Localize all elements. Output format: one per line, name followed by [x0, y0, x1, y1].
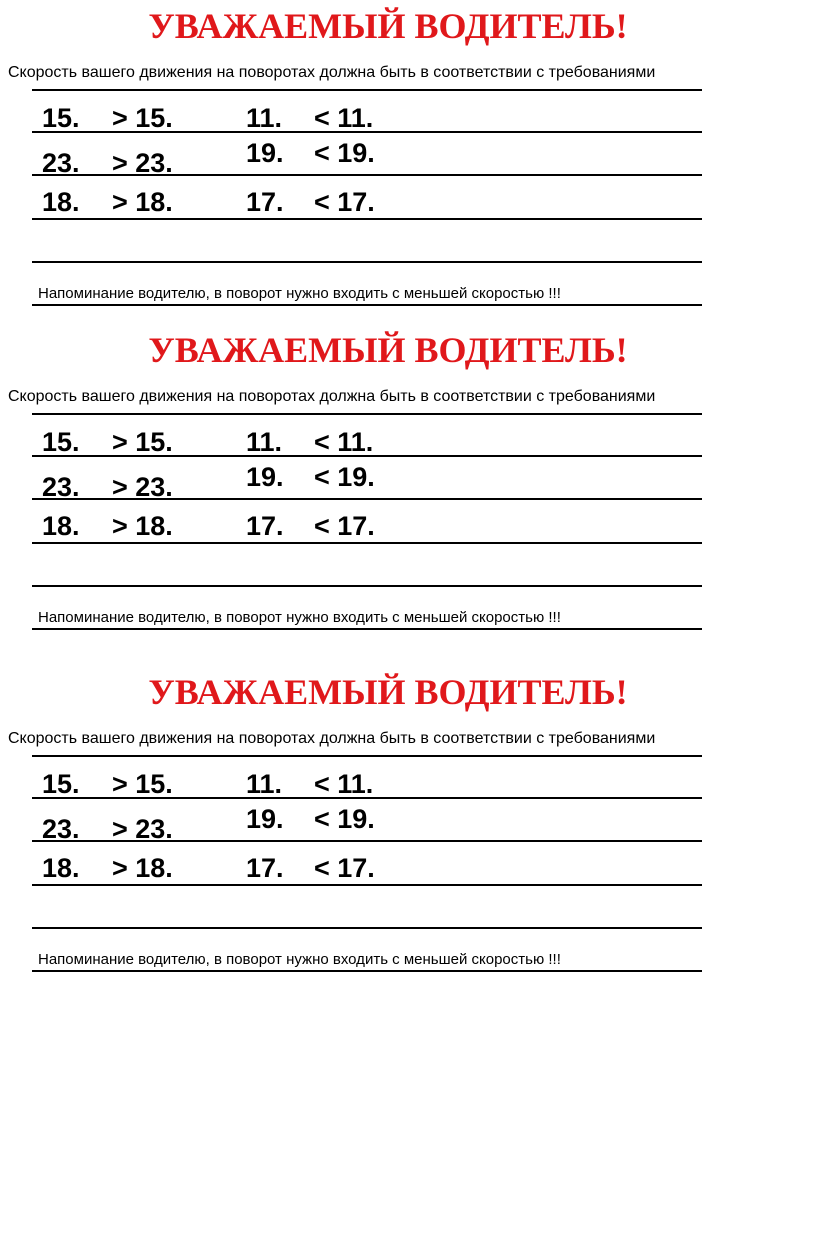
notice-title: УВАЖАЕМЫЙ ВОДИТЕЛЬ!	[148, 6, 628, 46]
underline	[32, 970, 702, 972]
speed-value: 17.	[246, 187, 284, 217]
speed-value: 18.	[42, 511, 80, 541]
speed-value: 18.	[42, 187, 80, 217]
underline	[32, 89, 702, 91]
speed-value: 23.	[42, 814, 80, 844]
speed-value: 17.	[246, 511, 284, 541]
speed-value: 15.	[42, 769, 80, 799]
driver-reminder: Напоминание водителю, в поворот нужно входить с меньшей скоростью !!!	[38, 285, 561, 302]
speed-limit: < 19.	[314, 138, 375, 168]
speed-value: 11.	[246, 427, 283, 457]
speed-limit: > 15.	[112, 103, 173, 133]
notice-subtitle: Скорость вашего движения на поворотах должна быть в соответствии с требованиями	[8, 388, 656, 405]
speed-limit: < 11.	[314, 427, 374, 457]
underline	[32, 755, 702, 757]
driver-reminder: Напоминание водителю, в поворот нужно входить с меньшей скоростью !!!	[38, 951, 561, 968]
speed-limit: > 23.	[112, 472, 173, 502]
speed-value: 23.	[42, 148, 80, 178]
notice-subtitle: Скорость вашего движения на поворотах должна быть в соответствии с требованиями	[8, 64, 656, 81]
speed-limit: < 11.	[314, 769, 374, 799]
driver-reminder: Напоминание водителю, в поворот нужно входить с меньшей скоростью !!!	[38, 609, 561, 626]
driver-notice	[0, 666, 816, 976]
speed-value: 17.	[246, 853, 284, 883]
underline	[32, 304, 702, 306]
underline	[32, 218, 702, 220]
speed-value: 23.	[42, 472, 80, 502]
speed-limit: > 23.	[112, 814, 173, 844]
speed-value: 19.	[246, 804, 284, 834]
notice-subtitle: Скорость вашего движения на поворотах должна быть в соответствии с требованиями	[8, 730, 656, 747]
speed-value: 15.	[42, 427, 80, 457]
driver-notice	[0, 324, 816, 634]
speed-limit: < 19.	[314, 462, 375, 492]
underline	[32, 884, 702, 886]
speed-value: 19.	[246, 462, 284, 492]
speed-limit: < 17.	[314, 511, 375, 541]
speed-value: 18.	[42, 853, 80, 883]
underline	[32, 585, 702, 587]
notice-title: УВАЖАЕМЫЙ ВОДИТЕЛЬ!	[148, 330, 628, 370]
speed-limit: < 19.	[314, 804, 375, 834]
speed-limit: > 15.	[112, 769, 173, 799]
underline	[32, 927, 702, 929]
speed-limit: > 15.	[112, 427, 173, 457]
underline	[32, 628, 702, 630]
driver-notice	[0, 0, 816, 310]
speed-value: 11.	[246, 103, 283, 133]
speed-limit: > 18.	[112, 853, 173, 883]
speed-limit: > 18.	[112, 511, 173, 541]
speed-limit: < 17.	[314, 187, 375, 217]
notice-title: УВАЖАЕМЫЙ ВОДИТЕЛЬ!	[148, 672, 628, 712]
speed-limit: < 11.	[314, 103, 374, 133]
speed-limit: > 23.	[112, 148, 173, 178]
speed-limit: > 18.	[112, 187, 173, 217]
speed-value: 11.	[246, 769, 283, 799]
speed-limit: < 17.	[314, 853, 375, 883]
underline	[32, 261, 702, 263]
speed-value: 19.	[246, 138, 284, 168]
speed-value: 15.	[42, 103, 80, 133]
underline	[32, 413, 702, 415]
underline	[32, 542, 702, 544]
